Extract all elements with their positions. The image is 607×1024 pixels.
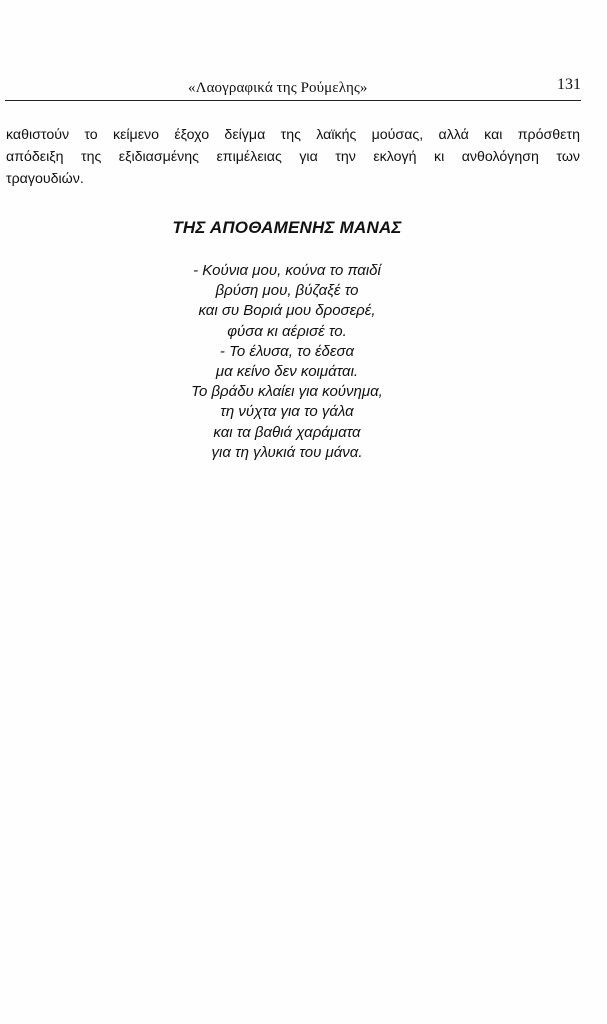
header-rule — [5, 100, 581, 101]
poem-line: φύσα κι αέρισέ το. — [227, 322, 347, 340]
intro-line: απόδειξη της εξιδιασμένης επιμέλειας για την εκλογή κι ανθολόγηση των — [6, 149, 580, 165]
page-number: 131 — [557, 76, 581, 93]
intro-line: καθιστούν το κείμενο έξοχο δείγμα της λαϊκής μούσας, αλλά και πρόσθετη — [6, 127, 580, 143]
running-header — [0, 76, 585, 98]
poem-line: τη νύχτα για το γάλα — [220, 403, 354, 421]
intro-paragraph — [6, 124, 580, 190]
poem-body — [0, 261, 574, 463]
poem-line: βρύση μου, βύζαξέ το — [215, 282, 359, 300]
poem-line: Το βράδυ κλαίει για κούνημα, — [191, 383, 383, 401]
poem-line: - Κούνια μου, κούνα το παιδί — [193, 262, 381, 279]
poem-line: για τη γλυκιά του μάνα. — [211, 443, 363, 461]
poem-line: μα κείνο δεν κοιμάται. — [215, 363, 359, 381]
poem-line: - Το έλυσα, το έδεσα — [219, 342, 355, 360]
poem-line: και τα βαθιά χαράματα — [213, 423, 361, 441]
intro-line: τραγουδιών. — [6, 171, 84, 187]
header-title: «Λαογραφικά της Ρούμελης» — [188, 80, 368, 96]
poem-title: ΤΗΣ ΑΠΟΘΑΜΕΝΗΣ ΜΑΝΑΣ — [172, 218, 402, 237]
poem-line: και συ Βοριά μου δροσερέ, — [198, 302, 376, 320]
